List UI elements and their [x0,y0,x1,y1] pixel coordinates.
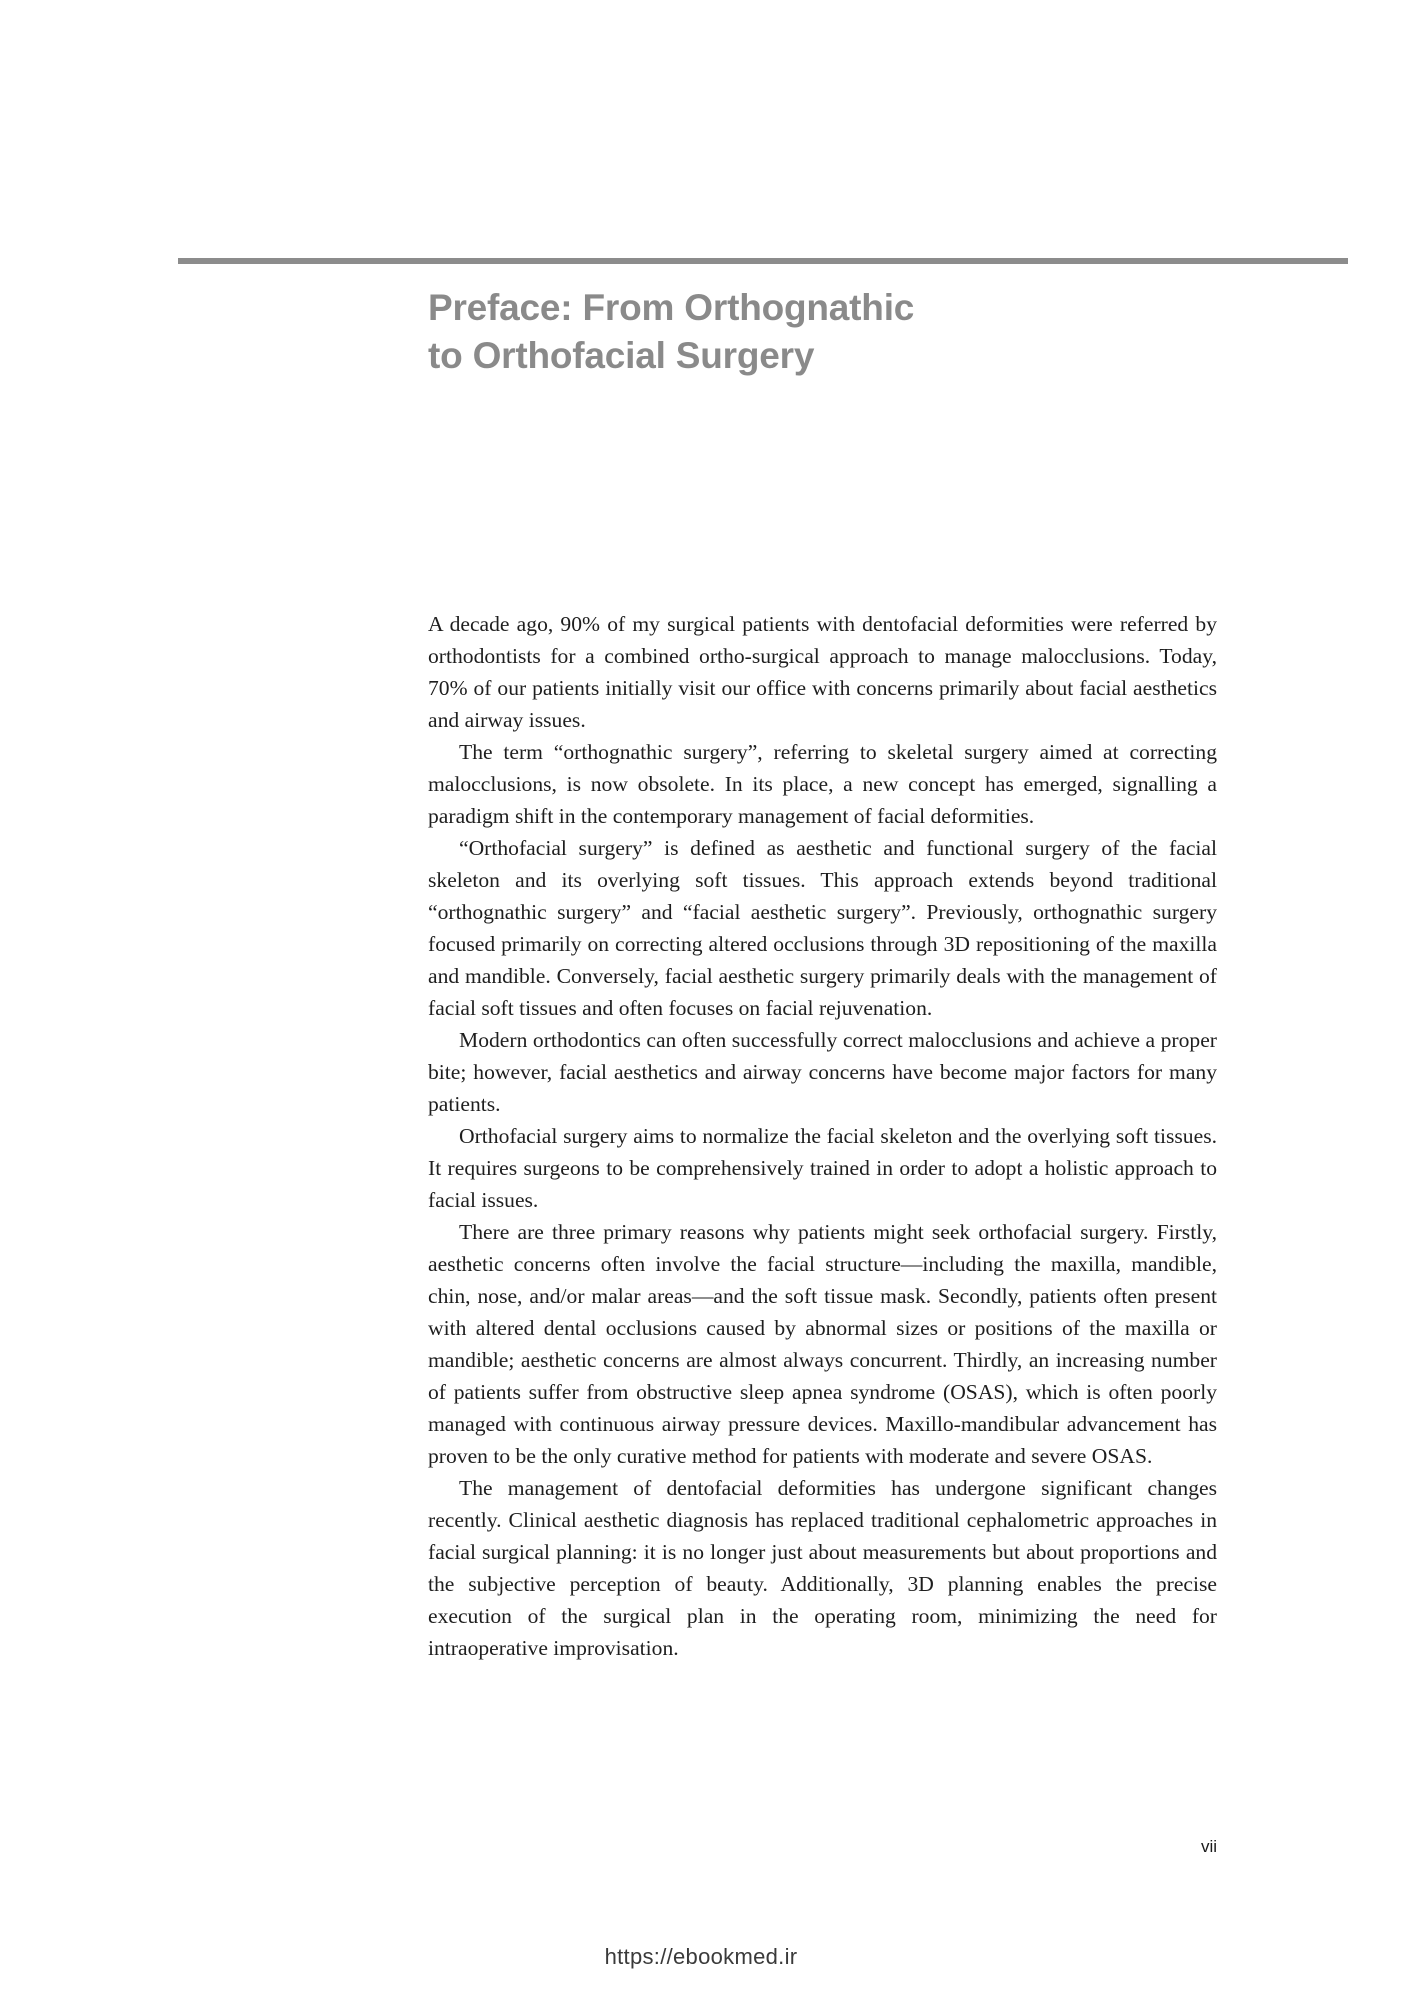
chapter-title-line-2: to Orthofacial Surgery [428,335,815,376]
watermark-url: https://ebookmed.ir [604,1944,798,1969]
paragraph: The management of dentofacial deformities has undergone significant changes recently. Clinical aesthetic diagnosis has replaced traditional cephalometric approaches in facial surgical planning: it is no longer just about measurements but about proportions and the subjective perception of beauty. Additionally, 3D planning enables the precise execution of the surgical plan in the operating room, minimizing the need for intraoperative improvisation. [428,1476,1217,1660]
paragraph: “Orthofacial surgery” is defined as aesthetic and functional surgery of the facial skeleton and its overlying soft tissues. This approach extends beyond traditional “orthognathic surgery” and “facial aesthetic surgery”. Previously, orthognathic surgery focused primarily on correcting altered occlusions through 3D repositioning of the maxilla and mandible. Conversely, facial aesthetic surgery primarily deals with the management of facial soft tissues and often focuses on facial rejuvenation. [428,836,1217,1020]
page-number: vii [1200,1837,1217,1856]
chapter-title-line-1: Preface: From Orthognathic [428,287,915,328]
preface-body [428,608,1217,1664]
paragraph: The term “orthognathic surgery”, referring to skeletal surgery aimed at correcting malocclusions, is now obsolete. In its place, a new concept has emerged, signalling a paradigm shift in the contemporary management of facial deformities. [428,740,1217,828]
paragraph: A decade ago, 90% of my surgical patients with dentofacial deformities were referred by orthodontists for a combined ortho-surgical approach to manage malocclusions. Today, 70% of our patients initially visit our office with concerns primarily about facial aesthetics and airway issues. [428,612,1217,732]
paragraph: Modern orthodontics can often successfully correct malocclusions and achieve a proper bite; however, facial aesthetics and airway concerns have become major factors for many patients. [428,1028,1217,1116]
paragraph: There are three primary reasons why patients might seek orthofacial surgery. Firstly, aesthetic concerns often involve the facial structure—including the maxilla, mandible, chin, nose, and/or malar areas—and the soft tissue mask. Secondly, patients often present with altered dental occlusions caused by abnormal sizes or positions of the maxilla or mandible; aesthetic concerns are almost always concurrent. Thirdly, an increasing number of patients suffer from obstructive sleep apnea syndrome (OSAS), which is often poorly managed with continuous airway pressure devices. Maxillo-mandibular advancement has proven to be the only curative method for patients with moderate and severe OSAS. [428,1220,1217,1468]
chapter-header-rule [178,258,1348,264]
paragraph: Orthofacial surgery aims to normalize the facial skeleton and the overlying soft tissues. It requires surgeons to be comprehensively trained in order to adopt a holistic approach to facial issues. [428,1124,1217,1212]
chapter-title [428,284,1328,380]
